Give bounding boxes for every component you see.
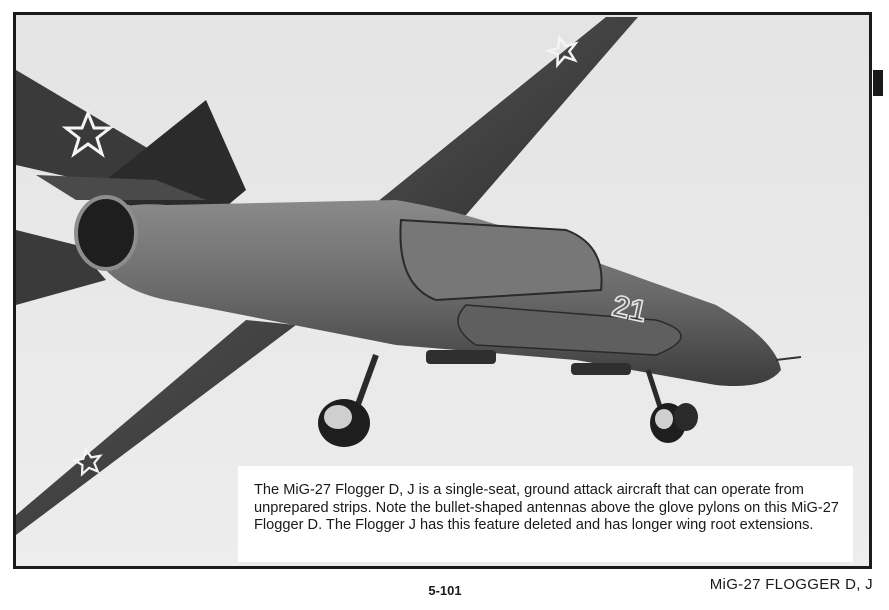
- photo-caption: [238, 466, 853, 562]
- tail-number: 21: [609, 289, 650, 329]
- caption-text: The MiG-27 Flogger D, J is a single-seat, ground attack aircraft that can operate from unprepared strips. Note the bullet-shaped antennas above the glove pylons on this MiG-27 Flogger D. The Flogger J has this feature deleted and has longer wing root extensions.: [254, 482, 839, 533]
- page-number: 5-101: [428, 583, 462, 598]
- running-title: MiG-27 FLOGGER D, J: [709, 576, 873, 593]
- section-tab-marker: [873, 70, 883, 96]
- pylon-store: [571, 363, 631, 375]
- air-intake: [400, 220, 601, 300]
- pylon-store: [426, 350, 496, 364]
